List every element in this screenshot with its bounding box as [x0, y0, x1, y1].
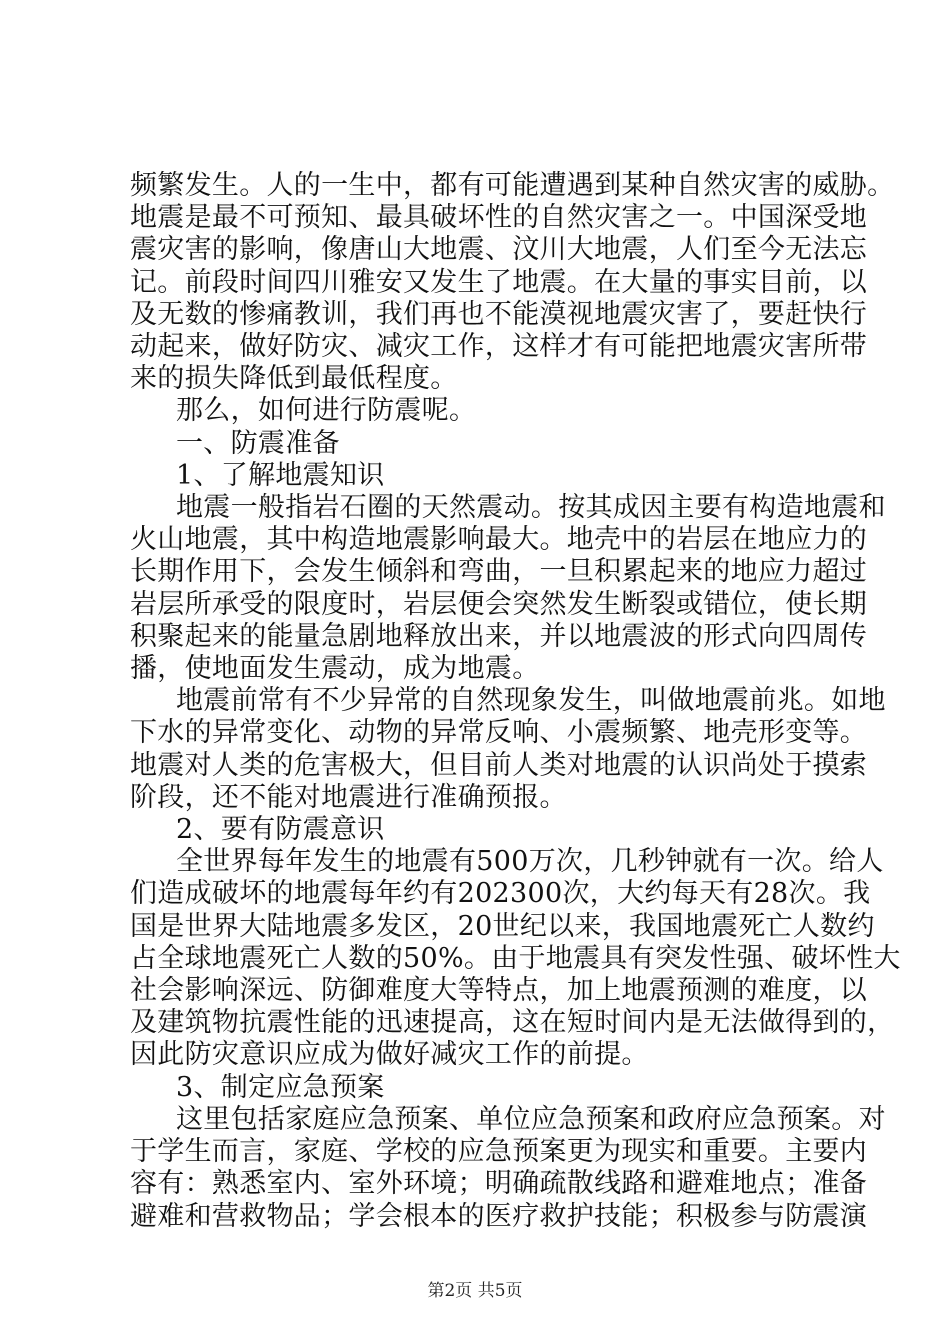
text-line: 火山地震，其中构造地震影响最大。地壳中的岩层在地应力的	[130, 524, 868, 556]
text-line: 占全球地震死亡人数的50%。由于地震具有突发性强、破坏性大	[130, 942, 901, 974]
text-line: 及建筑物抗震性能的迅速提高，这在短时间内是无法做得到的，	[130, 1007, 895, 1039]
text-line: 长期作用下，会发生倾斜和弯曲，一旦积累起来的地应力超过	[130, 556, 868, 588]
text-line: 地震是最不可预知、最具破坏性的自然灾害之一。中国深受地	[130, 202, 868, 234]
text-line: 2、要有防震意识	[176, 814, 385, 846]
text-line: 1、了解地震知识	[176, 459, 385, 491]
text-line: 避难和营救物品；学会根本的医疗救护技能；积极参与防震演	[130, 1200, 868, 1232]
text-line: 动起来，做好防灾、减灾工作，这样才有可能把地震灾害所带	[130, 331, 868, 363]
text-line: 们造成破坏的地震每年约有202300次，大约每天有28次。我	[130, 878, 871, 910]
text-line: 记。前段时间四川雅安又发生了地震。在大量的事实目前，以	[130, 266, 868, 298]
text-line: 来的损失降低到最低程度。	[130, 363, 458, 395]
text-line: 震灾害的影响，像唐山大地震、汶川大地震，人们至今无法忘	[130, 234, 868, 266]
page-footer: 第2页 共5页	[427, 1281, 523, 1301]
text-line: 地震前常有不少异常的自然现象发生，叫做地震前兆。如地	[176, 685, 886, 717]
text-line: 于学生而言，家庭、学校的应急预案更为现实和重要。主要内	[130, 1136, 868, 1168]
text-line: 国是世界大陆地震多发区，20世纪以来，我国地震死亡人数约	[130, 910, 875, 942]
text-line: 积聚起来的能量急剧地释放出来，并以地震波的形式向四周传	[130, 620, 868, 652]
text-line: 全世界每年发生的地震有500万次，几秒钟就有一次。给人	[176, 846, 884, 878]
text-line: 那么，如何进行防震呢。	[176, 395, 477, 427]
text-line: 容有：熟悉室内、室外环境；明确疏散线路和避难地点；准备	[130, 1168, 868, 1200]
text-line: 岩层所承受的限度时，岩层便会突然发生断裂或错位，使长期	[130, 588, 868, 620]
text-line: 这里包括家庭应急预案、单位应急预案和政府应急预案。对	[176, 1103, 886, 1135]
document-body	[130, 170, 901, 1233]
text-line: 地震一般指岩石圈的天然震动。按其成因主要有构造地震和	[176, 492, 886, 524]
text-line: 及无数的惨痛教训，我们再也不能漠视地震灾害了，要赶快行	[130, 298, 868, 330]
text-line: 阶段，还不能对地震进行准确预报。	[130, 781, 567, 813]
text-line: 频繁发生。人的一生中，都有可能遭遇到某种自然灾害的威胁。	[130, 170, 895, 201]
text-line: 下水的异常变化、动物的异常反响、小震频繁、地壳形变等。	[130, 717, 868, 749]
text-line: 3、制定应急预案	[176, 1071, 385, 1103]
text-line: 因此防灾意识应成为做好减灾工作的前提。	[130, 1039, 649, 1071]
text-line: 一、防震准备	[176, 427, 340, 459]
text-line: 地震对人类的危害极大，但目前人类对地震的认识尚处于摸索	[130, 749, 868, 781]
text-line: 社会影响深远、防御难度大等特点，加上地震预测的难度，以	[130, 975, 868, 1007]
text-line: 播，使地面发生震动，成为地震。	[130, 653, 540, 685]
